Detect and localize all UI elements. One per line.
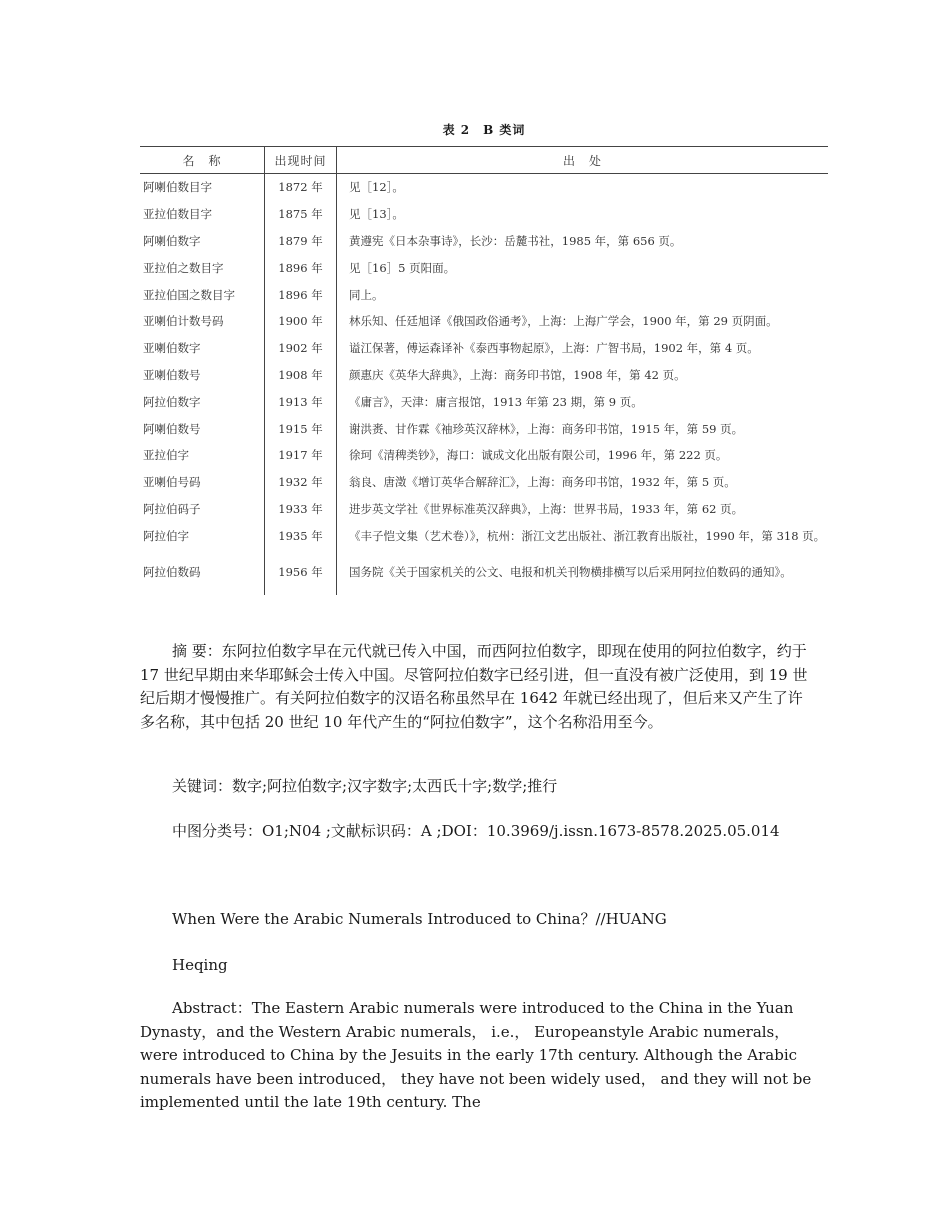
- table-row: [140, 522, 828, 549]
- cell-source: 林乐知、任廷旭译《俄国政俗通考》，上海：上海广学会，1900 年，第 29 页阴面。: [349, 314, 778, 329]
- table-row: [140, 388, 828, 415]
- table-row: [140, 201, 828, 228]
- cell-source: 徐珂《清稗类钞》，海口：诚成文化出版有限公司，1996 年，第 222 页。: [349, 448, 728, 463]
- cell-name: 阿喇伯数字: [143, 233, 201, 248]
- table-row: [140, 469, 828, 496]
- cell-source: 谥江保著，傅运森译补《泰西事物起原》，上海：广智书局，1902 年，第 4 页。: [349, 341, 759, 356]
- cell-source: 《丰子恺文集（艺术卷）》，杭州：浙江文艺出版社、浙江教育出版社，1990 年，第 318 页。: [349, 528, 826, 543]
- cell-time: 1879 年: [265, 228, 337, 255]
- cell-time: 1872 年: [265, 174, 337, 201]
- cell-name: 亚拉伯数目字: [143, 207, 212, 222]
- cell-time: 1896 年: [265, 281, 337, 308]
- table-row: [140, 335, 828, 362]
- cell-name: 阿拉伯字: [143, 528, 189, 543]
- table-row: [140, 549, 828, 595]
- cell-time: 1902 年: [265, 335, 337, 362]
- table-row: [140, 254, 828, 281]
- terms-table: [140, 146, 828, 595]
- cell-source: 翁良、唐澂《增订英华合解辞汇》，上海：商务印书馆，1932 年，第 5 页。: [349, 475, 736, 490]
- cell-name: 亚喇伯号码: [143, 475, 201, 490]
- table-row: [140, 308, 828, 335]
- table-row: [140, 362, 828, 389]
- cell-name: 阿喇伯数号: [143, 421, 201, 436]
- table-row: [140, 496, 828, 523]
- cell-time: 1908 年: [265, 362, 337, 389]
- english-author: Heqing: [172, 956, 228, 974]
- cell-name: 阿拉伯数码: [143, 564, 201, 579]
- keywords: 关键词：数字;阿拉伯数字;汉字数字;太西氏十字;数学;推行: [172, 777, 558, 795]
- cell-time: 1935 年: [265, 522, 337, 549]
- cell-name: 亚喇伯数号: [143, 367, 201, 382]
- table-header-row: [140, 147, 828, 174]
- cell-source: 见［16］5 页阳面。: [349, 260, 456, 275]
- cell-name: 亚喇伯计数号码: [143, 314, 224, 329]
- cell-source: 《庸言》，天津：庸言报馆，1913 年第 23 期，第 9 页。: [349, 394, 643, 409]
- cell-time: 1933 年: [265, 496, 337, 523]
- cell-time: 1915 年: [265, 415, 337, 442]
- abstract-english: Abstract：The Eastern Arabic numerals were introduced to the China in the Yuan Dynasty，and the Western Arabic numerals， i.e.， Europeanstyle Arabic numerals， were introduced to China by the Jesuits in the early 17th century. Although the Arabic numerals have been introduced， they have not been widely used， and they will not be implemented until the late 19th century. The: [140, 999, 812, 1111]
- table-row: [140, 281, 828, 308]
- cell-name: 亚喇伯数字: [143, 341, 201, 356]
- cell-time: 1896 年: [265, 254, 337, 281]
- table-row: [140, 174, 828, 201]
- cell-name: 亚拉伯国之数目字: [143, 287, 235, 302]
- cell-name: 亚拉伯字: [143, 448, 189, 463]
- cell-source: 见［13］。: [349, 207, 404, 222]
- cell-time: 1932 年: [265, 469, 337, 496]
- cell-source: 谢洪赉、甘作霖《袖珍英汉辞林》，上海：商务印书馆，1915 年，第 59 页。: [349, 421, 744, 436]
- table-row: [140, 228, 828, 255]
- table-row: [140, 415, 828, 442]
- cell-time: 1875 年: [265, 201, 337, 228]
- header-time: 出现时间: [265, 147, 337, 174]
- cell-source: 进步英文学社《世界标准英汉辞典》，上海：世界书局，1933 年，第 62 页。: [349, 501, 744, 516]
- cell-source: 国务院《关于国家机关的公文、电报和机关刊物横排横写以后采用阿拉伯数码的通知》。: [349, 564, 792, 579]
- classification-info: 中图分类号：O1;N04 ;文献标识码：A ;DOI：10.3969/j.issn.1673-8578.2025.05.014: [172, 822, 780, 840]
- cell-name: 阿拉伯码子: [143, 501, 201, 516]
- cell-name: 阿拉伯数字: [143, 394, 201, 409]
- cell-source: 见［12］。: [349, 180, 404, 195]
- english-title: When Were the Arabic Numerals Introduced to China？//HUANG: [172, 910, 667, 928]
- header-name: 名 称: [140, 147, 265, 174]
- cell-time: 1900 年: [265, 308, 337, 335]
- cell-time: 1956 年: [265, 549, 337, 595]
- cell-name: 亚拉伯之数目字: [143, 260, 224, 275]
- table-row: [140, 442, 828, 469]
- cell-time: 1913 年: [265, 388, 337, 415]
- cell-time: 1917 年: [265, 442, 337, 469]
- cell-source: 同上。: [349, 287, 384, 302]
- header-source: 出 处: [337, 147, 829, 174]
- abstract-chinese: 摘 要：东阿拉伯数字早在元代就已传入中国，而西阿拉伯数字，即现在使用的阿拉伯数字，约于 17 世纪早期由来华耶稣会士传入中国。尽管阿拉伯数字已经引进，但一直没有被广泛使用，到 19 世纪后期才慢慢推广。有关阿拉伯数字的汉语名称虽然早在 1642 年就已经出现了，但后来又产生了许多名称，其中包括 20 世纪 10 年代产生的“阿拉伯数字”，这个名称沿用至今。: [140, 642, 808, 731]
- cell-name: 阿喇伯数目字: [143, 180, 212, 195]
- cell-source: 颜惠庆《英华大辞典》，上海：商务印书馆，1908 年，第 42 页。: [349, 367, 686, 382]
- table-caption: 表 2 B 类词: [442, 123, 526, 137]
- cell-source: 黄遵宪《日本杂事诗》，长沙：岳麓书社，1985 年，第 656 页。: [349, 233, 682, 248]
